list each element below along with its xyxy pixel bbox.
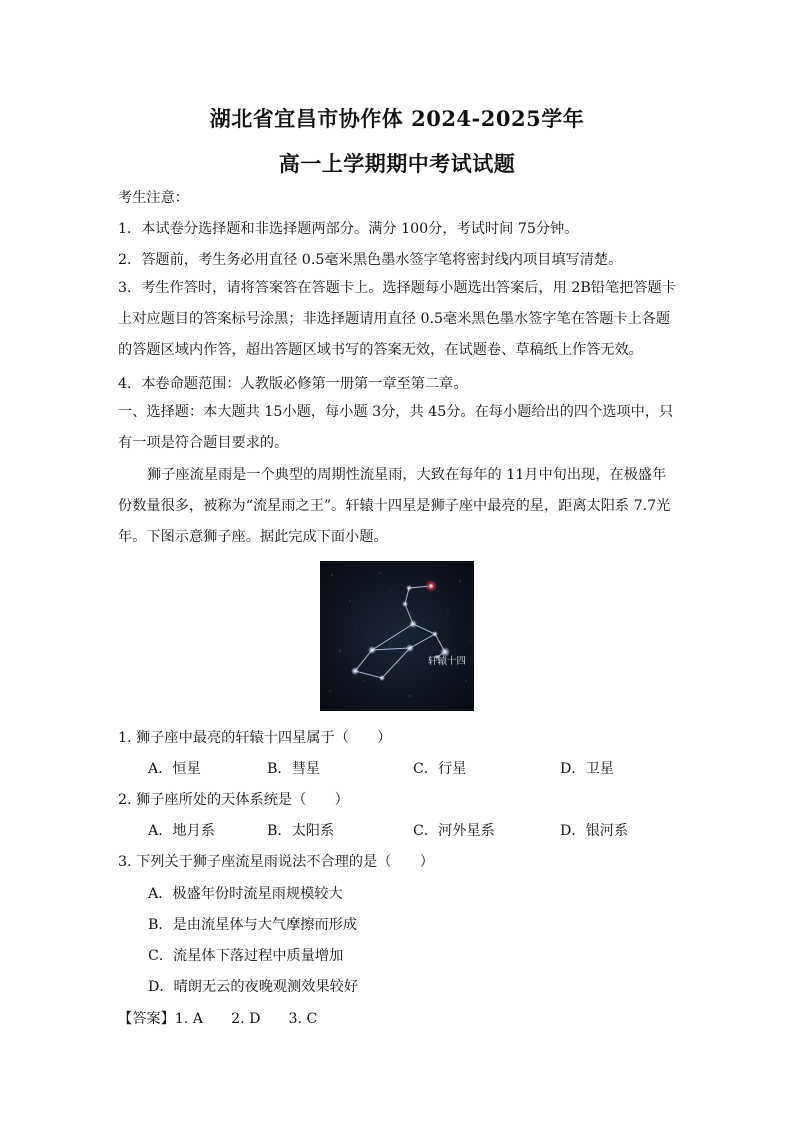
- answer-label: 【答案】: [118, 1011, 175, 1027]
- regulus-label: 轩辕十四: [428, 656, 467, 667]
- option-b: B．太阳系: [267, 823, 335, 839]
- option-c: C．行星: [413, 761, 467, 777]
- page-title-line2: 高一上学期期中考试试题: [278, 151, 516, 176]
- option-b: B．彗星: [267, 761, 320, 777]
- notice-item-1: 1．本试卷分选择题和非选择题两部分。满分 100分，考试时间 75分钟。: [118, 221, 579, 237]
- leo-constellation-figure: [320, 561, 474, 711]
- question-stem: 2. 狮子座所处的天体系统是（ ）: [118, 792, 349, 808]
- option-d: D．卫星: [560, 761, 614, 777]
- answer-line: [118, 1008, 317, 1028]
- sky-background: [320, 561, 474, 711]
- option-b: B．是由流星体与大气摩擦而形成: [148, 917, 358, 933]
- answer-item: 3. C: [288, 1011, 318, 1027]
- option-c: C．河外星系: [413, 823, 495, 839]
- passage: 狮子座流星雨是一个典型的周期性流星雨，大致在每年的 11月中旬出现，在极盛年份数量很多，被称为“流星雨之王”。轩辕十四星是狮子座中最亮的星，距离太阳系 7.7光年。下图示意狮子座。据此完成下面小题。: [118, 467, 671, 545]
- option-a: A．恒星: [148, 761, 201, 777]
- option-a: A．极盛年份时流星雨规模较大: [148, 886, 343, 902]
- section-heading: 一、选择题：本大题共 15小题，每小题 3分，共 45分。在每小题给出的四个选项中，只有一项是符合题目要求的。: [118, 404, 674, 451]
- answer-item: 1. A: [174, 1011, 204, 1027]
- question-stem: 3. 下列关于狮子座流星雨说法不合理的是（ ）: [118, 854, 434, 870]
- notice-item-2: 2．答题前，考生务必用直径 0.5毫米黑色墨水签字笔将密封线内项目填写清楚。: [118, 252, 623, 268]
- notice-heading: 考生注意：: [118, 190, 189, 206]
- option-a: A．地月系: [148, 823, 215, 839]
- page-title-line1: 湖北省宜昌市协作体 2024-2025学年: [209, 106, 585, 131]
- option-d: D．晴朗无云的夜晚观测效果较好: [148, 979, 359, 995]
- answer-item: 2. D: [231, 1011, 261, 1027]
- leo-constellation-image: [320, 561, 474, 711]
- option-d: D．银河系: [560, 823, 629, 839]
- question-stem: 1. 狮子座中最亮的轩辕十四星属于（ ）: [118, 730, 392, 746]
- option-c: C．流星体下落过程中质量增加: [148, 948, 344, 964]
- notice-item-3: 3．考生作答时，请将答案答在答题卡上。选择题每小题选出答案后，用 2B铅笔把答题卡上对应题目的答案标号涂黑；非选择题请用直径 0.5毫米黑色墨水签字笔在答题卡上各题的答题区域内作答，超出答题区域书写的答案无效，在试题卷、草稿纸上作答无效。: [118, 280, 676, 358]
- notice-item-4: 4．本卷命题范围：人教版必修第一册第一章至第二章。: [118, 376, 468, 392]
